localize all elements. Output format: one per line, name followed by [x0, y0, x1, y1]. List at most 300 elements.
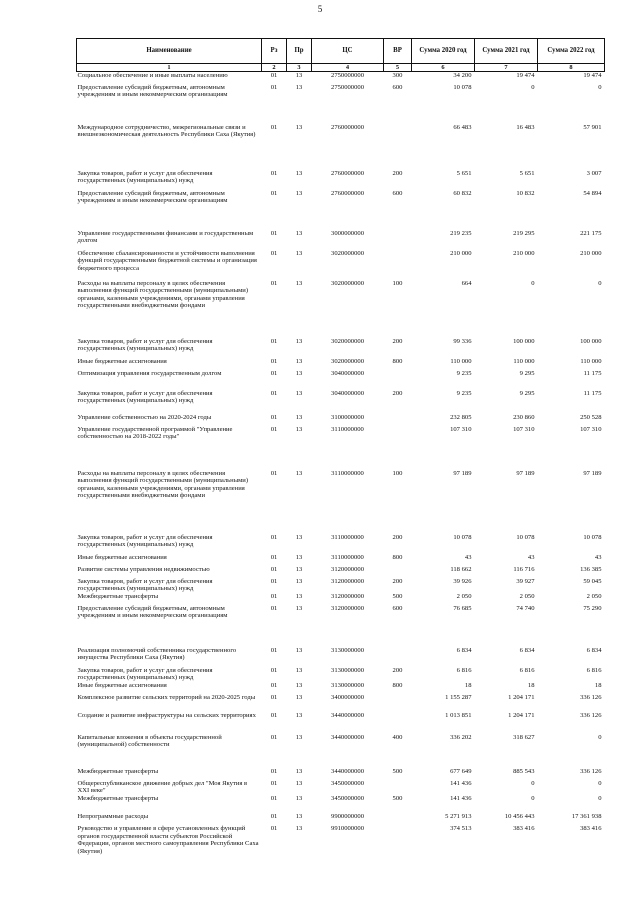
table-row	[77, 414, 605, 426]
row-name: Иные бюджетные ассигнования	[77, 553, 167, 561]
row-name: Иные бюджетные ассигнования	[77, 357, 167, 365]
row-sum-2020: 1 155 287	[445, 693, 472, 701]
row-cs: 3440000000	[331, 711, 364, 719]
table-row	[77, 534, 605, 554]
table-row	[77, 605, 605, 647]
row-sum-2021: 2 050	[519, 592, 535, 600]
row-rz: 01	[270, 577, 278, 585]
row-sum-2020: 18	[464, 681, 472, 689]
page-number: 5	[317, 4, 323, 14]
row-cs: 2750000000	[331, 72, 364, 79]
row-rz: 01	[270, 813, 278, 821]
row-sum-2020: 110 000	[450, 357, 472, 365]
row-cs: 3120000000	[331, 565, 364, 573]
row-pr: 13	[295, 592, 303, 600]
row-sum-2020: 374 513	[450, 825, 472, 833]
row-sum-2020: 1 013 851	[445, 711, 472, 719]
row-pr: 13	[295, 389, 303, 397]
row-sum-2020: 5 651	[456, 169, 472, 177]
row-cs: 3130000000	[331, 666, 364, 674]
table-row	[77, 578, 605, 593]
row-rz: 01	[270, 389, 278, 397]
row-pr: 13	[295, 795, 303, 803]
column-number: 2	[262, 64, 287, 72]
table-row	[77, 554, 605, 566]
row-vr	[384, 230, 412, 250]
row-name: Закупка товаров, работ и услуг для обеспечения государственных (муниципальных) нужд	[77, 533, 213, 549]
header-sum-2022: Сумма 2022 год	[538, 39, 605, 64]
row-name: Закупка товаров, работ и услуг для обеспечения государственных (муниципальных) нужд	[77, 169, 213, 185]
row-sum-2022: 100 000	[580, 337, 602, 345]
row-name: Комплексное развитие сельских территорий на 2020-2025 годы	[77, 693, 256, 701]
row-cs: 9900000000	[331, 813, 364, 821]
row-pr: 13	[295, 813, 303, 821]
header-row	[77, 39, 605, 64]
row-sum-2022: 11 175	[583, 369, 602, 377]
row-cs: 2760000000	[331, 169, 364, 177]
row-sum-2020: 210 000	[450, 249, 472, 257]
row-sum-2021: 0	[531, 795, 535, 803]
header-sum-2020: Сумма 2020 год	[412, 39, 475, 64]
row-cs: 3130000000	[331, 646, 364, 654]
row-cs: 3440000000	[331, 767, 364, 775]
row-vr: 600	[392, 604, 403, 612]
row-name: Управление собственностью на 2020-2024 годы	[77, 413, 212, 421]
row-cs: 3040000000	[331, 369, 364, 377]
row-name: Международное сотрудничество, межрегиональные связи и внешнеэкономическая деятельность Республики Саха (Якутия)	[77, 123, 256, 139]
row-sum-2022: 59 045	[583, 577, 602, 585]
column-number: 8	[538, 64, 605, 72]
row-sum-2020: 664	[461, 279, 472, 287]
table-row	[77, 667, 605, 682]
table-row	[77, 390, 605, 414]
row-pr: 13	[295, 469, 303, 477]
row-name: Обеспечение сбалансированности и устойчивости выполнения функций государственными бюджетной системы и организация бюджетного процесса	[77, 249, 257, 272]
row-sum-2021: 0	[531, 83, 535, 91]
table-row	[77, 593, 605, 605]
row-sum-2022: 383 416	[580, 825, 602, 833]
row-cs: 2760000000	[331, 189, 364, 197]
row-cs: 3020000000	[331, 357, 364, 365]
row-vr: 600	[392, 189, 403, 197]
row-sum-2022: 250 528	[580, 413, 602, 421]
row-sum-2021: 10 832	[516, 189, 535, 197]
row-sum-2021: 230 860	[513, 413, 535, 421]
row-sum-2021: 97 189	[516, 469, 535, 477]
table-row	[77, 734, 605, 768]
row-vr	[384, 825, 412, 855]
row-cs: 3130000000	[331, 681, 364, 689]
row-sum-2020: 141 436	[450, 779, 472, 787]
row-vr	[384, 414, 412, 426]
row-sum-2021: 110 000	[513, 357, 535, 365]
table-row	[77, 813, 605, 825]
row-pr: 13	[295, 72, 303, 79]
row-sum-2022: 2 050	[586, 592, 602, 600]
row-sum-2021: 19 474	[516, 72, 535, 79]
row-vr: 200	[392, 577, 403, 585]
row-vr: 400	[392, 733, 403, 741]
row-sum-2022: 336 126	[580, 767, 602, 775]
table-row	[77, 170, 605, 190]
column-number: 5	[384, 64, 412, 72]
row-sum-2021: 210 000	[513, 249, 535, 257]
row-vr	[384, 426, 412, 470]
row-sum-2022: 0	[598, 83, 602, 91]
row-sum-2021: 74 740	[516, 604, 535, 612]
row-cs: 3110000000	[331, 425, 364, 433]
row-rz: 01	[270, 646, 278, 654]
row-sum-2022: 54 894	[583, 189, 602, 197]
row-pr: 13	[295, 779, 303, 787]
table-row	[77, 72, 605, 84]
header-sum-2021: Сумма 2021 год	[475, 39, 538, 64]
row-sum-2021: 5 651	[519, 169, 535, 177]
row-rz: 01	[270, 681, 278, 689]
row-rz: 01	[270, 169, 278, 177]
row-name: Предоставление субсидий бюджетным, автономным учреждениям и иным некоммерческим организациям	[77, 189, 228, 205]
row-pr: 13	[295, 733, 303, 741]
row-pr: 13	[295, 169, 303, 177]
row-sum-2020: 118 662	[450, 565, 472, 573]
table-row	[77, 470, 605, 534]
row-sum-2021: 1 204 171	[508, 711, 535, 719]
row-sum-2020: 107 310	[450, 425, 472, 433]
row-vr: 800	[392, 553, 403, 561]
row-vr: 100	[392, 469, 403, 477]
row-vr: 200	[392, 337, 403, 345]
header-rz: Рз	[262, 39, 287, 64]
row-rz: 01	[270, 666, 278, 674]
row-vr	[384, 124, 412, 170]
row-cs: 9910000000	[331, 825, 364, 833]
row-rz: 01	[270, 693, 278, 701]
row-name: Управление государственной программой "Управление собственностью на 2018-2022 годы"	[77, 425, 233, 441]
row-rz: 01	[270, 779, 278, 787]
row-pr: 13	[295, 229, 303, 237]
table-row	[77, 647, 605, 667]
row-cs: 3110000000	[331, 533, 364, 541]
column-number: 7	[475, 64, 538, 72]
row-sum-2021: 219 295	[513, 229, 535, 237]
row-pr: 13	[295, 553, 303, 561]
row-name: Предоставление субсидий бюджетным, автономным учреждениям и иным некоммерческим организациям	[77, 83, 228, 99]
row-rz: 01	[270, 553, 278, 561]
row-name: Расходы на выплаты персоналу в целях обеспечения выполнения функций государственными (муниципальными) органами, казенными учреждениями, органами управления государственными внебюджетными фондами	[77, 279, 249, 310]
row-rz: 01	[270, 533, 278, 541]
row-sum-2020: 60 832	[453, 189, 472, 197]
row-vr: 300	[392, 72, 403, 79]
row-name: Непрограммные расходы	[77, 813, 149, 821]
row-vr: 200	[392, 389, 403, 397]
row-sum-2021: 318 627	[513, 733, 535, 741]
row-vr	[384, 250, 412, 280]
row-sum-2021: 107 310	[513, 425, 535, 433]
row-sum-2022: 3 007	[586, 169, 602, 177]
row-sum-2022: 10 078	[583, 533, 602, 541]
table-row	[77, 84, 605, 124]
row-cs: 3040000000	[331, 389, 364, 397]
column-number-row	[77, 64, 605, 72]
row-sum-2020: 6 816	[456, 666, 472, 674]
table-row	[77, 566, 605, 578]
row-cs: 3450000000	[331, 779, 364, 787]
row-pr: 13	[295, 681, 303, 689]
table-row	[77, 426, 605, 470]
row-pr: 13	[295, 533, 303, 541]
row-sum-2022: 210 000	[580, 249, 602, 257]
row-sum-2022: 75 290	[583, 604, 602, 612]
row-sum-2022: 336 126	[580, 711, 602, 719]
row-sum-2021: 9 295	[519, 389, 535, 397]
row-sum-2022: 6 834	[586, 646, 602, 654]
row-cs: 3120000000	[331, 604, 364, 612]
column-number: 3	[287, 64, 312, 72]
row-name: Межбюджетные трансферты	[77, 592, 159, 600]
header-name: Наименование	[77, 39, 262, 64]
row-sum-2020: 5 271 913	[445, 813, 472, 821]
row-vr	[384, 694, 412, 712]
row-name: Межбюджетные трансферты	[77, 767, 159, 775]
row-sum-2020: 141 436	[450, 795, 472, 803]
table-row	[77, 124, 605, 170]
row-sum-2020: 39 926	[453, 577, 472, 585]
row-cs: 3120000000	[331, 577, 364, 585]
row-sum-2020: 232 805	[450, 413, 472, 421]
row-pr: 13	[295, 825, 303, 833]
table-row	[77, 250, 605, 280]
row-pr: 13	[295, 425, 303, 433]
row-sum-2022: 136 385	[580, 565, 602, 573]
row-vr: 200	[392, 169, 403, 177]
row-vr: 200	[392, 533, 403, 541]
row-vr	[384, 780, 412, 795]
row-pr: 13	[295, 646, 303, 654]
row-pr: 13	[295, 604, 303, 612]
row-rz: 01	[270, 425, 278, 433]
row-sum-2020: 43	[464, 553, 472, 561]
row-sum-2021: 10 078	[516, 533, 535, 541]
row-rz: 01	[270, 337, 278, 345]
row-sum-2021: 6 816	[519, 666, 535, 674]
row-sum-2021: 1 204 171	[508, 693, 535, 701]
row-rz: 01	[270, 711, 278, 719]
row-sum-2020: 34 200	[453, 72, 472, 79]
row-rz: 01	[270, 592, 278, 600]
row-vr: 800	[392, 681, 403, 689]
row-sum-2021: 383 416	[513, 825, 535, 833]
row-pr: 13	[295, 83, 303, 91]
row-sum-2021: 885 543	[513, 767, 535, 775]
row-sum-2020: 6 834	[456, 646, 472, 654]
row-vr: 800	[392, 357, 403, 365]
row-name: Управление государственными финансами и государственным долгом	[77, 229, 254, 245]
budget-table	[76, 38, 605, 855]
row-sum-2020: 99 336	[453, 337, 472, 345]
row-sum-2020: 9 235	[456, 389, 472, 397]
row-cs: 2750000000	[331, 83, 364, 91]
table-row	[77, 682, 605, 694]
row-sum-2021: 39 927	[516, 577, 535, 585]
row-rz: 01	[270, 795, 278, 803]
row-sum-2022: 97 189	[583, 469, 602, 477]
row-sum-2022: 0	[598, 795, 602, 803]
row-sum-2020: 9 235	[456, 369, 472, 377]
row-vr: 500	[392, 767, 403, 775]
row-name: Закупка товаров, работ и услуг для обеспечения государственных (муниципальных) нужд	[77, 337, 213, 353]
row-sum-2022: 336 126	[580, 693, 602, 701]
row-pr: 13	[295, 693, 303, 701]
row-cs: 3100000000	[331, 413, 364, 421]
row-rz: 01	[270, 72, 278, 79]
row-sum-2022: 107 310	[580, 425, 602, 433]
row-pr: 13	[295, 711, 303, 719]
row-name: Межбюджетные трансферты	[77, 795, 159, 803]
row-sum-2022: 19 474	[583, 72, 602, 79]
column-number: 1	[77, 64, 262, 72]
table-row	[77, 358, 605, 370]
row-pr: 13	[295, 565, 303, 573]
row-sum-2021: 0	[531, 279, 535, 287]
table-row	[77, 338, 605, 358]
row-cs: 3020000000	[331, 249, 364, 257]
row-name: Реализация полномочий собственника государственного имущества Республики Саха (Якутия)	[77, 646, 237, 662]
row-cs: 3000000000	[331, 229, 364, 237]
row-rz: 01	[270, 825, 278, 833]
row-rz: 01	[270, 565, 278, 573]
row-pr: 13	[295, 123, 303, 131]
row-cs: 3440000000	[331, 733, 364, 741]
row-name: Создание и развитие инфраструктуры на сельских территориях	[77, 711, 256, 719]
row-vr: 100	[392, 279, 403, 287]
row-rz: 01	[270, 229, 278, 237]
row-cs: 3400000000	[331, 693, 364, 701]
row-vr	[384, 712, 412, 734]
row-sum-2020: 97 189	[453, 469, 472, 477]
table-row	[77, 190, 605, 230]
row-name: Капитальные вложения в объекты государственной (муниципальной) собственности	[77, 733, 222, 749]
row-rz: 01	[270, 469, 278, 477]
row-pr: 13	[295, 413, 303, 421]
row-sum-2021: 6 834	[519, 646, 535, 654]
row-pr: 13	[295, 369, 303, 377]
row-name: Предоставление субсидий бюджетным, автономным учреждениям и иным некоммерческим организациям	[77, 604, 228, 620]
row-cs: 3110000000	[331, 553, 364, 561]
row-sum-2020: 2 050	[456, 592, 472, 600]
row-sum-2020: 66 483	[453, 123, 472, 131]
row-sum-2021: 100 000	[513, 337, 535, 345]
row-sum-2020: 219 235	[450, 229, 472, 237]
row-sum-2020: 76 685	[453, 604, 472, 612]
row-sum-2021: 10 456 443	[504, 813, 535, 821]
table-row	[77, 825, 605, 855]
row-rz: 01	[270, 733, 278, 741]
row-rz: 01	[270, 413, 278, 421]
row-rz: 01	[270, 279, 278, 287]
row-name: Закупка товаров, работ и услуг для обеспечения государственных (муниципальных) нужд	[77, 577, 213, 593]
row-pr: 13	[295, 577, 303, 585]
row-name: Иные бюджетные ассигнования	[77, 681, 167, 689]
row-vr	[384, 647, 412, 667]
row-sum-2022: 221 175	[580, 229, 602, 237]
row-cs: 2760000000	[331, 123, 364, 131]
row-rz: 01	[270, 123, 278, 131]
column-number: 4	[312, 64, 384, 72]
row-pr: 13	[295, 767, 303, 775]
row-pr: 13	[295, 279, 303, 287]
row-pr: 13	[295, 249, 303, 257]
row-vr: 600	[392, 83, 403, 91]
row-sum-2021: 9 295	[519, 369, 535, 377]
header-cs: ЦС	[312, 39, 384, 64]
row-sum-2022: 0	[598, 279, 602, 287]
row-name: Развитие системы управления недвижимостью	[77, 565, 210, 573]
row-pr: 13	[295, 337, 303, 345]
row-pr: 13	[295, 357, 303, 365]
row-name: Расходы на выплаты персоналу в целях обеспечения выполнения функций государственными (муниципальными) органами, казенными учреждениями, органами управления государственными внебюджетными фондами	[77, 469, 249, 500]
row-sum-2022: 11 175	[583, 389, 602, 397]
row-sum-2020: 677 649	[450, 767, 472, 775]
row-sum-2021: 116 716	[513, 565, 535, 573]
row-rz: 01	[270, 767, 278, 775]
row-cs: 3110000000	[331, 469, 364, 477]
row-rz: 01	[270, 249, 278, 257]
row-rz: 01	[270, 357, 278, 365]
row-rz: 01	[270, 604, 278, 612]
row-name: Руководство и управление в сфере установленных функций органов государственной власти субъектов Российской Федерации, органов местного самоуправления Республики Саха (Якутия)	[77, 825, 259, 855]
row-sum-2021: 16 483	[516, 123, 535, 131]
row-sum-2022: 6 816	[586, 666, 602, 674]
row-sum-2021: 43	[527, 553, 535, 561]
row-name: Социальное обеспечение и иные выплаты населению	[77, 72, 228, 79]
row-name: Оптимизация управления государственным долгом	[77, 369, 222, 377]
table-row	[77, 230, 605, 250]
row-sum-2022: 57 901	[583, 123, 602, 131]
row-name: Общереспубликанское движение добрых дел "Моя Якутия в XXI веке"	[77, 779, 248, 795]
table-body	[77, 72, 605, 856]
row-name: Закупка товаров, работ и услуг для обеспечения государственных (муниципальных) нужд	[77, 389, 213, 405]
header-pr: Пр	[287, 39, 312, 64]
row-sum-2022: 17 361 938	[571, 813, 602, 821]
table-row	[77, 280, 605, 338]
row-rz: 01	[270, 83, 278, 91]
header-vr: ВР	[384, 39, 412, 64]
table-row	[77, 712, 605, 734]
row-vr	[384, 370, 412, 390]
row-sum-2022: 18	[594, 681, 602, 689]
row-sum-2020: 10 078	[453, 83, 472, 91]
row-vr: 500	[392, 592, 403, 600]
row-vr: 500	[392, 795, 403, 803]
row-cs: 3020000000	[331, 337, 364, 345]
row-pr: 13	[295, 189, 303, 197]
row-vr	[384, 566, 412, 578]
row-vr	[384, 813, 412, 825]
row-cs: 3120000000	[331, 592, 364, 600]
table-row	[77, 370, 605, 390]
column-number: 6	[412, 64, 475, 72]
table-row	[77, 694, 605, 712]
row-sum-2022: 43	[594, 553, 602, 561]
row-sum-2022: 110 000	[580, 357, 602, 365]
row-rz: 01	[270, 369, 278, 377]
table-row	[77, 768, 605, 780]
row-rz: 01	[270, 189, 278, 197]
row-name: Закупка товаров, работ и услуг для обеспечения государственных (муниципальных) нужд	[77, 666, 213, 682]
table-row	[77, 795, 605, 813]
row-sum-2021: 18	[527, 681, 535, 689]
row-sum-2020: 10 078	[453, 533, 472, 541]
